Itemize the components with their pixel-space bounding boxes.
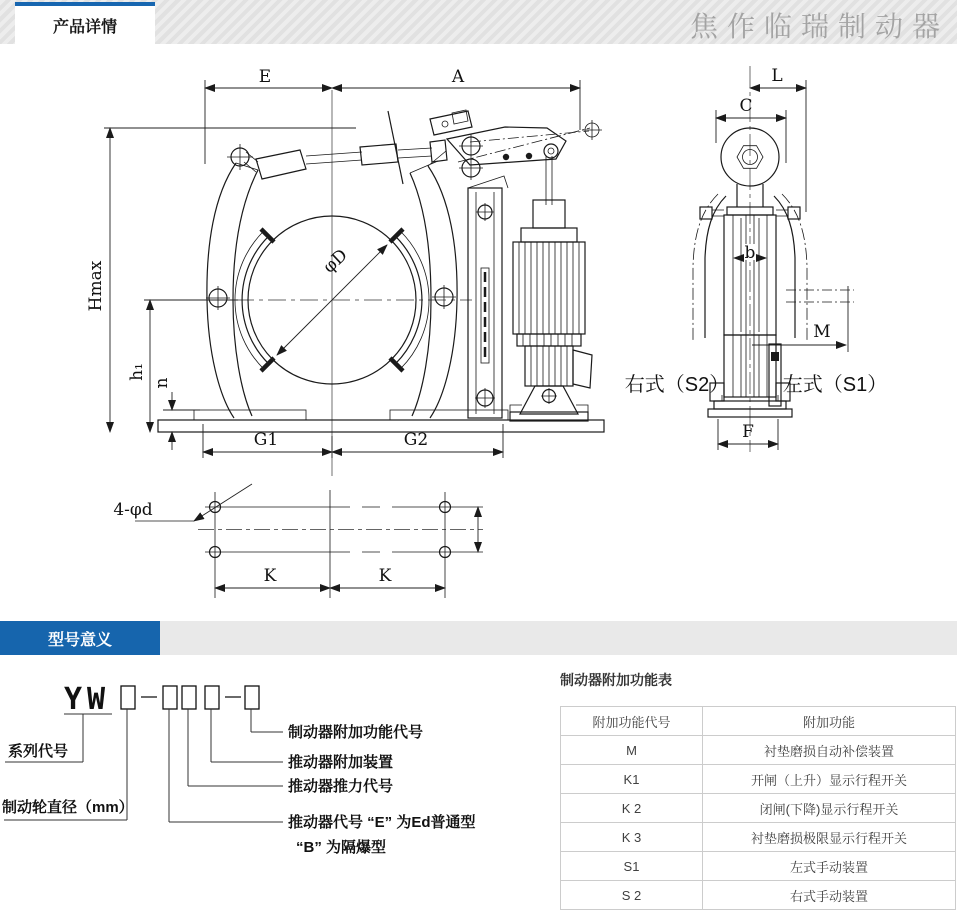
row-code: M bbox=[561, 736, 703, 765]
table-row bbox=[561, 852, 956, 881]
dim-label-b: b bbox=[744, 243, 756, 263]
table-row bbox=[561, 823, 956, 852]
row-code: K 2 bbox=[561, 794, 703, 823]
top-striped-band bbox=[0, 0, 957, 44]
model-prefix: YW bbox=[64, 682, 111, 717]
dim-label-hmax: Hmax bbox=[86, 260, 106, 312]
brand-watermark: 焦作临瑞制动器 bbox=[689, 10, 949, 43]
side-view bbox=[625, 66, 887, 452]
section-title-model-meaning bbox=[0, 621, 160, 655]
table-row bbox=[561, 765, 956, 794]
dim-label-k-right: K bbox=[378, 566, 392, 586]
dim-label-m: M bbox=[813, 322, 831, 342]
front-view bbox=[86, 67, 604, 476]
dim-label-h1: h₁ bbox=[127, 363, 147, 381]
mounting-hole-view bbox=[113, 484, 483, 598]
table-header-function: 附加功能 bbox=[703, 707, 956, 736]
section-bar bbox=[0, 621, 957, 655]
section-title-label: 型号意义 bbox=[47, 631, 112, 649]
left-type-label: 左式（S1） bbox=[782, 374, 888, 396]
row-code: S 2 bbox=[561, 881, 703, 910]
dim-label-bolt-holes: 4-φd bbox=[113, 500, 153, 520]
dim-label-k-left: K bbox=[263, 566, 277, 586]
row-function: 闭闸(下降)显示行程开关 bbox=[703, 794, 956, 823]
model-code-diagram bbox=[0, 655, 550, 870]
row-function: 衬垫磨损极限显示行程开关 bbox=[703, 823, 956, 852]
right-type-label: 右式（S2） bbox=[624, 374, 730, 396]
dim-label-g2: G2 bbox=[403, 430, 429, 450]
model-label-thruster-code-line1: 推动器代号 “E” 为Ed普通型 bbox=[288, 814, 476, 831]
dim-label-n: n bbox=[152, 377, 172, 389]
row-function: 右式手动装置 bbox=[703, 881, 956, 910]
table-header-row bbox=[561, 707, 956, 736]
model-label-series: 系列代号 bbox=[8, 743, 69, 760]
model-label-thruster-attachment: 推动器附加装置 bbox=[288, 754, 394, 771]
dim-label-c: C bbox=[739, 96, 753, 116]
function-table bbox=[560, 706, 956, 910]
dim-label-g1: G1 bbox=[253, 430, 279, 450]
table-row bbox=[561, 794, 956, 823]
row-function: 左式手动装置 bbox=[703, 852, 956, 881]
row-code: K 3 bbox=[561, 823, 703, 852]
tab-label: 产品详情 bbox=[52, 18, 117, 36]
dim-label-a: A bbox=[451, 67, 465, 87]
function-table-title: 制动器附加功能表 bbox=[560, 672, 672, 688]
table-row bbox=[561, 881, 956, 910]
row-function: 衬垫磨损自动补偿装置 bbox=[703, 736, 956, 765]
technical-drawing bbox=[0, 44, 957, 618]
model-label-thrust-code: 推动器推力代号 bbox=[288, 778, 394, 795]
table-header-code: 附加功能代号 bbox=[561, 707, 703, 736]
table-row bbox=[561, 736, 956, 765]
dim-label-l: L bbox=[771, 66, 783, 86]
tab-product-details[interactable] bbox=[15, 2, 155, 44]
row-code: S1 bbox=[561, 852, 703, 881]
dim-label-phi-d: φD bbox=[319, 245, 352, 278]
model-label-wheel-diameter: 制动轮直径（mm） bbox=[2, 799, 134, 816]
dim-label-f: F bbox=[742, 422, 754, 442]
model-label-thruster-code-line2: “B” 为隔爆型 bbox=[296, 839, 387, 856]
row-code: K1 bbox=[561, 765, 703, 794]
row-function: 开闸（上升）显示行程开关 bbox=[703, 765, 956, 794]
model-label-brake-function-code: 制动器附加功能代号 bbox=[288, 724, 424, 741]
dim-label-e: E bbox=[258, 67, 272, 87]
